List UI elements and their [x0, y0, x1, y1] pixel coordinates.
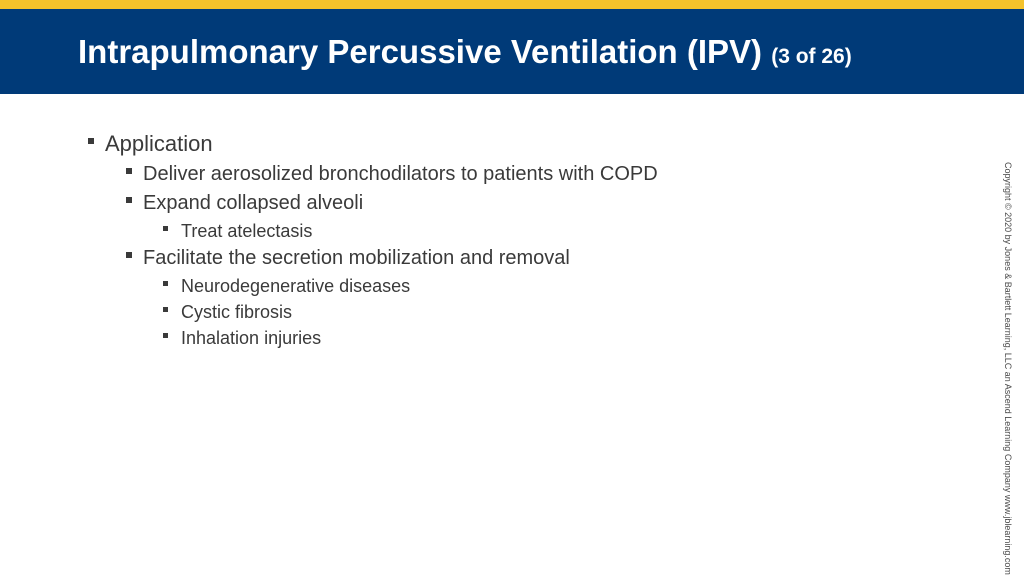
bullet-text: Neurodegenerative diseases — [181, 276, 411, 296]
bullet-level-2 — [143, 162, 658, 186]
bullet-level-3 — [181, 275, 410, 297]
slide-counter: (3 of 26) — [771, 45, 852, 68]
bullet-level-3 — [181, 301, 292, 323]
bullet-text: Deliver aerosolized bronchodilators to patients with COPD — [143, 163, 658, 185]
square-bullet-icon — [163, 333, 168, 338]
square-bullet-icon — [163, 307, 168, 312]
bullet-text: Inhalation injuries — [181, 328, 322, 348]
bullet-level-3 — [181, 220, 312, 242]
square-bullet-icon — [126, 252, 132, 258]
bullet-text: Cystic fibrosis — [181, 302, 293, 322]
bullet-level-2 — [143, 191, 363, 215]
bullet-text: Expand collapsed alveoli — [143, 192, 364, 214]
bullet-level-2 — [143, 246, 570, 270]
bullet-text: Treat atelectasis — [181, 221, 313, 241]
square-bullet-icon — [88, 138, 94, 144]
square-bullet-icon — [126, 197, 132, 203]
square-bullet-icon — [163, 281, 168, 286]
copyright-notice: Copyright © 2020 by Jones & Bartlett Learning, LLC an Ascend Learning Company www.jblearning.com — [1003, 162, 1013, 575]
square-bullet-icon — [163, 226, 168, 231]
bullet-level-1 — [105, 131, 213, 157]
bullet-text: Facilitate the secretion mobilization and removal — [143, 247, 570, 269]
slide-title-text: Intrapulmonary Percussive Ventilation (IPV) — [78, 33, 763, 70]
square-bullet-icon — [126, 168, 132, 174]
bullet-level-3 — [181, 327, 321, 349]
bullet-text: Application — [105, 131, 213, 156]
